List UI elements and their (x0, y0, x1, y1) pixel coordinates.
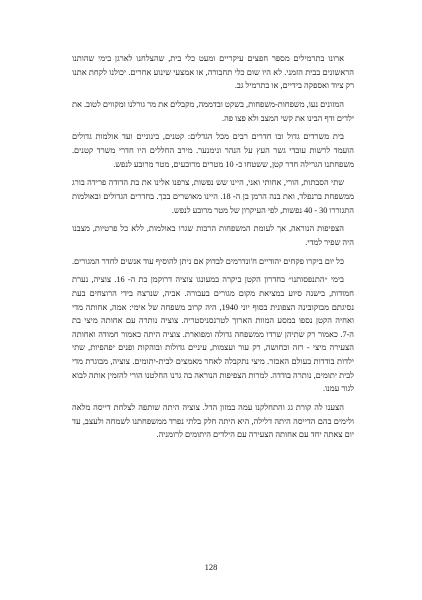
paragraph: הצענו לה קורת גג והתחלקנו עמה במזון הדל. צוציה היתה שותפה לצלחת דייסה מלאה ולימים בהם הדייסה היתה דלילה, היא היתה חלק בלתי נפרד ממשפחתנו לשמחה ולעצב, עד יום צאתה יחד עם אחותה הצעירה עם הילדים היתומים לרומניה. (72, 402, 354, 440)
paragraph: הצפיפות הנוראה, אך לעומת המשפחות הרבות שגרו באולמות, ללא כל פרטיות, מצבנו היה שפיר למדי. (72, 224, 354, 247)
paragraph: ארונו בתרמילים מספר חפצים עיקריים ומעט כלי בית, שהצלחנו לארגן בימי שהותנו הראשונים בבית הזמני. לא היו שום כלי תחבורה, או אמצעי שינוע אחרים. יכולנו לקחת אתנו רק ציוד ואספקה בידיים, או בתרמיל גב. (72, 54, 354, 91)
page-number: 128 (204, 562, 218, 572)
paragraph: שתי הסבתות, הורי, אחותי ואני, היינו שש נפשות, צרפנו אלינו את בת הדודה פרידה בורג ממשפחת ברנפלד, ואת בנה הרמן בן ה- 18. היינו מאושרים בכך. בחדרים הגדולים ובאולמות התגוררו 30 - 40 נפשות, לפי העיקרון של מטר מרובע לנפש. (72, 178, 355, 215)
paragraph: המזונים נעו, משפחות-משפחות, בשקט ובדממה, מקבלים את מר גורלנו ומקווים לטוב. את ילדים ודף הבינו את קשי המצב ולא פצו פה. (72, 99, 354, 123)
paragraph: בית משרדים גדול ובו חדרים רבים מכל הגדלים: קטנים, בינוניים ועד אולמות גדולים הועמד לרשות עובדי גשר העץ על הנהר ונימנער. מירב החללים היו חדרי משרד קטנים. משפחתנו הגרילה חדר קטן, ששטחו כ- 10 מטרים מרובעים, מטר מרובע לנפש. (72, 132, 354, 169)
body-text (72, 52, 354, 447)
paragraph: כל יום ביקרו פקחים יהודיים ח'ונדרמים לבדוק אם ניתן להוסיף עוד אנשים לחדר המגורים. (72, 256, 344, 266)
paragraph: בימי ״התנפסותנו״ בחדרון הקטן ביקרה במעונגו צוציה דרוקמן בת ה- 16. צוציה, נערת חמודות, בישנה סיוע במציאת מקום מגורים בעבורה. אביה, שנרצח בידי הרוצחים בעת נסיגתם מבוקובינה הצפונית בסוף יוני 1940, היה קרוב משפחה של אימי: אמה, אחותה מדי ואחיה הקטן נספו במסע המוות הארוך לטרנסניסטריה. צוציה נותרה עם אחותה מיצי בת ה-7. כאמור רק שתיהן שרדו ממשפחה גדולה ומפוארת. צוציה היתה כאמור חמודה ואחותה הצעירה מיצי - רזה וכחושה, רק עור ועצמות, עיניים גדולות ובוהקות ופנים יפהפיות, שתי ילדות בודדות בעולם האכזר. מיצי נתקבלה לאחר מאמצים לבית-יתומים. צוציה, מבוגרת מדי לבית יתומים, נותרה בודדה. למרות הצפיפות הנוראה בה גרנו החלטנו הורי להזמין אותה לבוא לגור עמנו. (72, 275, 354, 394)
